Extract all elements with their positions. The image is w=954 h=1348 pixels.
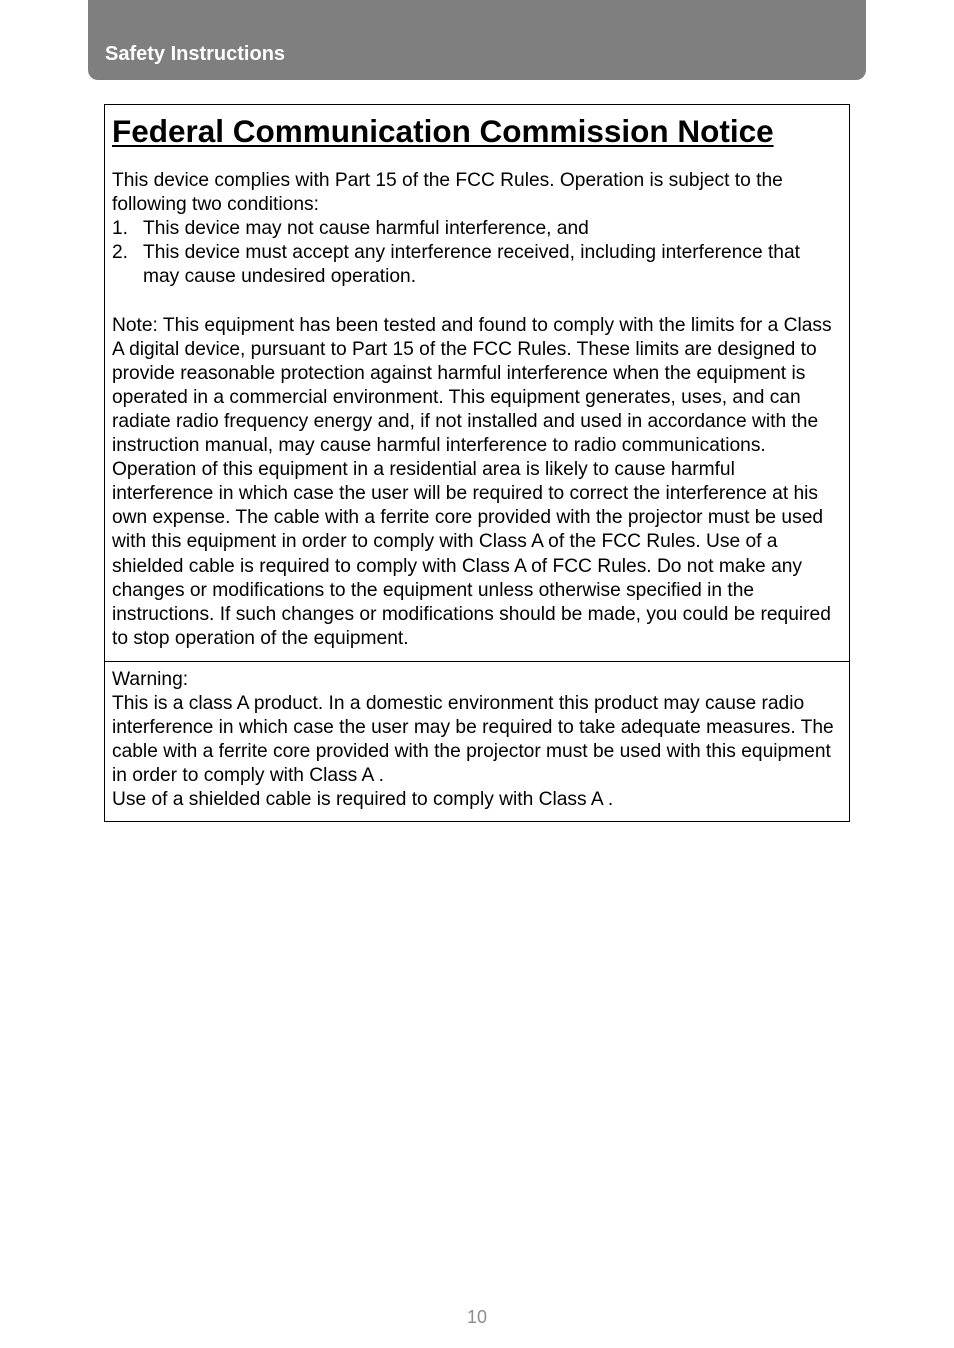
section-title: Safety Instructions	[105, 43, 286, 65]
fcc-notice-section	[105, 105, 849, 661]
warning-label: Warning:	[112, 668, 189, 690]
warning-text: This is a class A product. In a domestic environment this product may cause radio interference in which case the user may be required to take adequate measures. The cable with a ferrite core provided with the projector must be used with this equipment in order to comply with Class A .	[112, 692, 834, 787]
warning-cable-text: Use of a shielded cable is required to comply with Class A .	[112, 789, 614, 811]
fcc-notice-box	[104, 104, 850, 822]
list-item	[112, 217, 841, 241]
warning-section	[105, 661, 849, 822]
intro-text: This device complies with Part 15 of the FCC Rules. Operation is subject to the following two conditions:	[112, 170, 783, 216]
header-bar	[88, 0, 866, 80]
conditions-list	[112, 217, 841, 289]
notice-title: Federal Communication Commission Notice	[112, 113, 774, 149]
note-text: Note: This equipment has been tested and found to comply with the limits for a Class A digital device, pursuant to Part 15 of the FCC Rules. These limits are designed to provide reasonable protection against harmful interference when the equipment is operated in a commercial environment. This equipment generates, uses, and can radiate radio frequency energy and, if not installed and used in accordance with the instruction manual, may cause harmful interference to radio communications. Operation of this equipment in a residential area is likely to cause harmful interference in which case the user will be required to correct the interference at his own expense. The cable with a ferrite core provided with the projector must be used with this equipment in order to comply with Class A of the FCC Rules. Use of a shielded cable is required to comply with Class A of FCC Rules. Do not make any changes or modifications to the equipment unless otherwise specified in the instructions. If such changes or modifications should be made, you could be required to stop operation of the equipment.	[112, 314, 832, 649]
list-item-text: This device must accept any interference received, including interference that may cause undesired operation.	[143, 242, 800, 288]
page-number: 10	[466, 1307, 488, 1327]
list-item-number: 2.	[112, 242, 129, 264]
list-item	[112, 241, 841, 289]
list-item-number: 1.	[112, 218, 129, 240]
spacer	[112, 289, 841, 313]
list-item-text: This device may not cause harmful interference, and	[143, 218, 589, 240]
